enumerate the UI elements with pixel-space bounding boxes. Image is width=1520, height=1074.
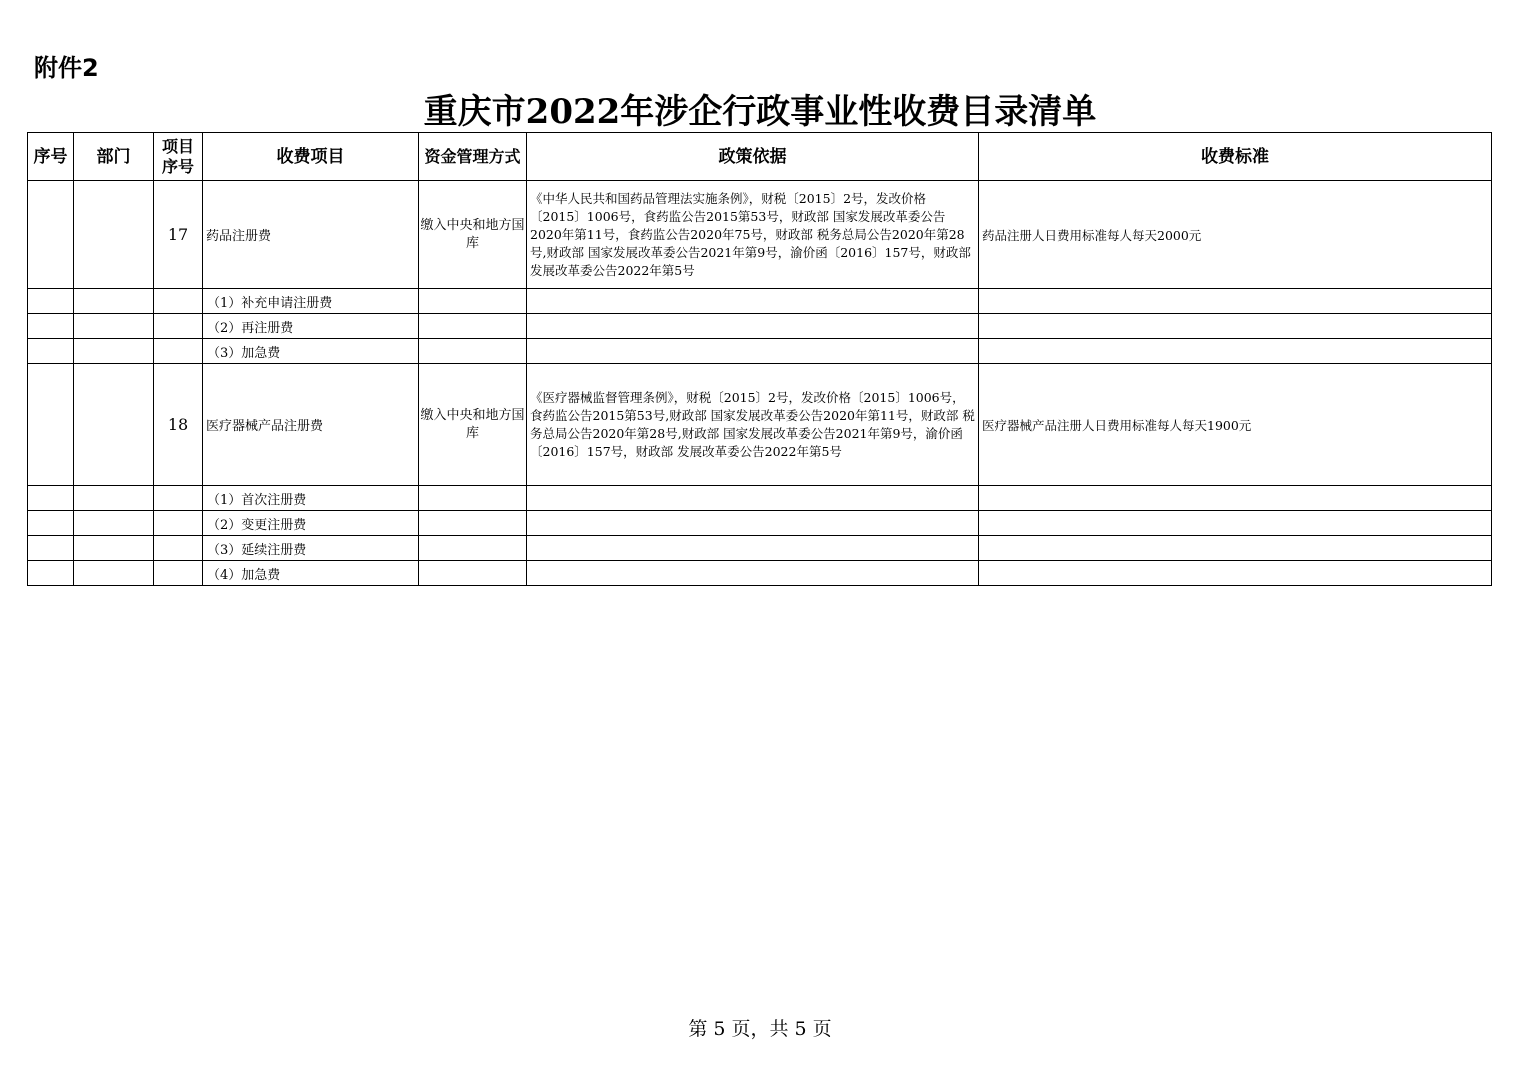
table-header-row: [28, 133, 1492, 181]
table-row: [28, 364, 1492, 486]
table-row: [28, 561, 1492, 586]
fee-standard-cell: 药品注册人日费用标准每人每天2000元: [979, 181, 1492, 289]
table-row: [28, 181, 1492, 289]
header-fund-mgmt: 资金管理方式: [419, 133, 527, 181]
header-seq: 序号: [28, 133, 74, 181]
fee-item-name: 药品注册费: [203, 181, 419, 289]
sub-fee-item: （1）首次注册费: [203, 486, 419, 511]
fee-standard-cell: 医疗器械产品注册人日费用标准每人每天1900元: [979, 364, 1492, 486]
fee-catalog-table: [27, 132, 1492, 586]
page-title: 重庆市2022年涉企行政事业性收费目录清单: [423, 92, 1097, 132]
table-row: [28, 314, 1492, 339]
header-fee-item: 收费项目: [203, 133, 419, 181]
sub-fee-item: （3）加急费: [203, 339, 419, 364]
header-fee-standard: 收费标准: [979, 133, 1492, 181]
dept-cell: [74, 364, 154, 486]
item-number: 17: [154, 181, 203, 289]
fund-mgmt-cell: 缴入中央和地方国库: [419, 181, 527, 289]
table-row: [28, 486, 1492, 511]
fund-mgmt-cell: 缴入中央和地方国库: [419, 364, 527, 486]
sub-fee-item: （4）加急费: [203, 561, 419, 586]
sub-fee-item: （2）变更注册费: [203, 511, 419, 536]
sub-fee-item: （3）延续注册费: [203, 536, 419, 561]
page-footer: 第 5 页，共 5 页: [688, 1018, 832, 1040]
policy-basis-cell: 《医疗器械监督管理条例》，财税〔2015〕2号，发改价格〔2015〕1006号，食药监公告2015第53号,财政部 国家发展改革委公告2020年第11号，财政部 税务总局公告2020年第28号,财政部 国家发展改革委公告2021年第9号，渝价函〔2016〕157号，财政部 发展改革委公告2022年第5号: [527, 364, 979, 486]
table-row: [28, 339, 1492, 364]
table-row: [28, 536, 1492, 561]
seq-cell: [28, 181, 74, 289]
seq-cell: [28, 364, 74, 486]
header-policy-basis: 政策依据: [527, 133, 979, 181]
header-item-seq: 项目序号: [154, 133, 203, 181]
sub-fee-item: （2）再注册费: [203, 314, 419, 339]
attachment-label: 附件2: [34, 54, 99, 82]
sub-fee-item: （1）补充申请注册费: [203, 289, 419, 314]
item-number: 18: [154, 364, 203, 486]
dept-cell: [74, 181, 154, 289]
policy-basis-cell: 《中华人民共和国药品管理法实施条例》，财税〔2015〕2号，发改价格〔2015〕1006号，食药监公告2015第53号，财政部 国家发展改革委公告2020年第11号，食药监公告2020年75号，财政部 税务总局公告2020年第28号,财政部 国家发展改革委公告2021年第9号，渝价函〔2016〕157号，财政部 发展改革委公告2022年第5号: [527, 181, 979, 289]
table-row: [28, 289, 1492, 314]
table-row: [28, 511, 1492, 536]
header-dept: 部门: [74, 133, 154, 181]
fee-item-name: 医疗器械产品注册费: [203, 364, 419, 486]
